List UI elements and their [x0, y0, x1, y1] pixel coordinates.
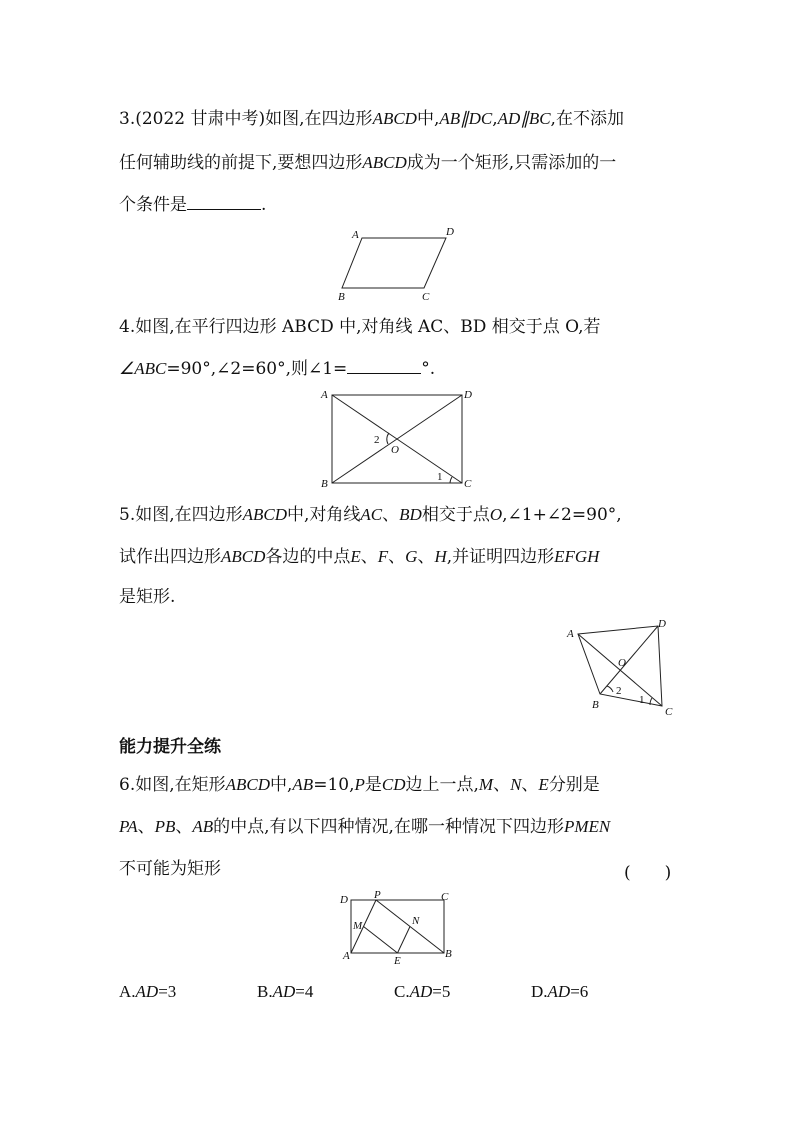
- angle-1-arc: [450, 477, 452, 483]
- label-d: D: [658, 618, 666, 630]
- label-d: D: [340, 894, 348, 906]
- label-angle-2: 2: [374, 434, 380, 446]
- label-c: C: [665, 706, 673, 718]
- label-a: A: [321, 389, 328, 401]
- q5-line-1: 5.如图,在四边形ABCD中,对角线AC、BD相交于点O,∠1+∠2=90°,: [119, 505, 622, 525]
- q5-quadrilateral-figure: [562, 614, 682, 718]
- label-c: C: [422, 291, 430, 303]
- label-b: B: [445, 948, 452, 960]
- option-c[interactable]: C.AD=5: [394, 982, 451, 1001]
- label-angle-2: 2: [616, 685, 622, 697]
- label-b: B: [321, 478, 328, 490]
- label-b: B: [592, 699, 599, 711]
- label-angle-1: 1: [639, 694, 645, 706]
- segment-ne: [398, 927, 411, 954]
- q3-line-3: 个条件是 .: [119, 195, 267, 215]
- q5-line-2: 试作出四边形ABCD各边的中点E、F、G、H,并证明四边形EFGH: [119, 547, 600, 567]
- option-b[interactable]: B.AD=4: [257, 982, 314, 1001]
- label-a: A: [567, 628, 574, 640]
- label-p: P: [374, 889, 381, 901]
- section-heading: 能力提升全练: [119, 737, 221, 757]
- label-a: A: [343, 950, 350, 962]
- answer-blank[interactable]: [347, 359, 421, 374]
- parallelogram-abcd: [342, 238, 446, 288]
- answer-parentheses[interactable]: ( ): [624, 863, 672, 883]
- option-a[interactable]: A.AD=3: [119, 982, 177, 1001]
- label-m: M: [353, 920, 363, 932]
- q6-line-1: 6.如图,在矩形ABCD中,AB=10,P是CD边上一点,M、N、E分别是: [119, 775, 600, 795]
- q3-parallelogram-figure: [334, 224, 464, 304]
- label-e: E: [394, 955, 401, 967]
- q5-line-3: 是矩形.: [119, 587, 176, 607]
- label-b: B: [338, 291, 345, 303]
- label-o: O: [618, 657, 626, 669]
- q6-rectangle-figure: [336, 888, 466, 968]
- answer-blank[interactable]: [187, 195, 261, 210]
- q3-line-1: 3.(2022 甘肃中考)如图,在四边形ABCD中,AB∥DC,AD∥BC,在不添加: [119, 109, 624, 129]
- label-angle-1: 1: [437, 471, 443, 483]
- q3-line-2: 任何辅助线的前提下,要想四边形ABCD成为一个矩形,只需添加的一: [119, 153, 617, 173]
- angle-2-arc: [387, 433, 389, 444]
- segment-me: [364, 927, 398, 954]
- label-a: A: [352, 229, 359, 241]
- label-c: C: [441, 891, 449, 903]
- q4-rectangle-figure: [318, 386, 478, 490]
- label-c: C: [464, 478, 472, 490]
- label-o: O: [391, 444, 399, 456]
- rectangle-abcd: [351, 900, 444, 953]
- q4-line-1: 4.如图,在平行四边形 ABCD 中,对角线 AC、BD 相交于点 O,若: [119, 317, 601, 337]
- angle-2-arc: [607, 686, 613, 692]
- label-n: N: [412, 915, 420, 927]
- q4-line-2: ∠ABC=90°,∠2=60°,则∠1= °.: [119, 359, 436, 379]
- q6-line-2: PA、PB、AB的中点,有以下四种情况,在哪一种情况下四边形PMEN: [119, 817, 611, 837]
- label-d: D: [446, 226, 454, 238]
- option-d[interactable]: D.AD=6: [531, 982, 589, 1001]
- q6-line-3: 不可能为矩形: [119, 859, 221, 879]
- label-d: D: [464, 389, 472, 401]
